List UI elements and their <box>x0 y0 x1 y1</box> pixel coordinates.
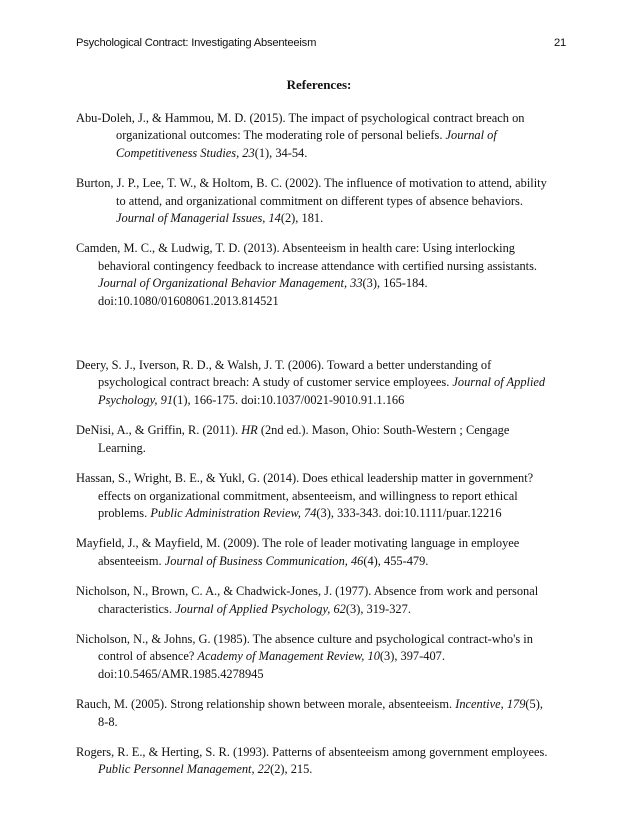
reference-tail: (4), 455-479. <box>363 553 429 568</box>
reference-source: Incentive, 179 <box>455 697 526 712</box>
reference-entry <box>76 631 556 683</box>
reference-entry <box>76 422 556 457</box>
reference-tail: (2nd ed.). Mason, Ohio: South-Western ; Cengage Learning. <box>98 423 510 455</box>
reference-entry <box>76 110 556 162</box>
reference-entry <box>76 470 556 522</box>
reference-tail: (3), 397-407. doi:10.5465/AMR.1985.4278945 <box>98 649 445 681</box>
reference-text: Abu-Doleh, J., & Hammou, M. D. (2015). The impact of psychological contract breach on organizational outcomes: The moderating role of personal beliefs. <box>76 111 525 143</box>
reference-source: Journal of Managerial Issues, 14 <box>116 211 281 226</box>
reference-entry <box>76 357 556 409</box>
reference-source: Journal of Applied Psychology, 62 <box>175 601 346 616</box>
reference-source: HR <box>241 423 258 438</box>
reference-source: Journal of Organizational Behavior Management, 33 <box>98 276 363 291</box>
reference-tail: (2), 181. <box>280 211 324 226</box>
reference-tail: (3), 165-184. doi:10.1080/01608061.2013.814521 <box>98 276 428 308</box>
reference-source: Journal of Business Communication, 46 <box>164 553 364 568</box>
reference-source: Academy of Management Review, 10 <box>197 649 380 664</box>
reference-entry <box>76 583 556 618</box>
reference-tail: (5), 8-8. <box>98 697 543 729</box>
reference-source: Public Personnel Management, 22 <box>98 762 271 777</box>
reference-entry <box>76 744 556 779</box>
reference-entry <box>76 175 556 227</box>
reference-tail: (2), 215. <box>270 762 313 777</box>
reference-text: Nicholson, N., Brown, C. A., & Chadwick-Jones, J. (1977). Absence from work and personal characteristics. <box>76 584 539 616</box>
reference-text: Hassan, S., Wright, B. E., & Yukl, G. (2014). Does ethical leadership matter in government? effects on organizational commitment, absenteeism, and willingness to report ethical problems. <box>76 471 534 520</box>
running-head-title: Psychological Contract: Investigating Absenteeism <box>76 37 317 49</box>
references-list <box>76 110 556 792</box>
reference-text: Deery, S. J., Iverson, R. D., & Walsh, J. T. (2006). Toward a better understanding of psychological contract breach: A study of customer service employees. <box>76 358 492 390</box>
reference-text: Burton, J. P., Lee, T. W., & Holtom, B. C. (2002). The influence of motivation to attend, ability to attend, and organizational commitment on different types of absence behaviors. <box>76 176 547 208</box>
reference-tail: (3), 333-343. doi:10.1111/puar.12216 <box>316 505 502 520</box>
reference-source: Journal of Competitiveness Studies, 23 <box>116 128 497 160</box>
page-number: 21 <box>553 37 566 49</box>
reference-entry <box>76 240 556 310</box>
reference-text: Mayfield, J., & Mayfield, M. (2009). The role of leader motivating language in employee absenteeism. <box>76 536 520 568</box>
reference-tail: (3), 319-327. <box>345 601 411 616</box>
reference-text: DeNisi, A., & Griffin, R. (2011). <box>76 423 242 438</box>
reference-source: Public Administration Review, 74 <box>150 505 317 520</box>
references-heading: References: <box>286 77 352 92</box>
reference-tail: (1), 34-54. <box>254 145 308 160</box>
reference-text: Camden, M. C., & Ludwig, T. D. (2013). Absenteeism in health care: Using interlocking behavioral contingency feedback to increase attendance with certified nursing assistants. <box>76 241 538 273</box>
reference-entry <box>76 696 556 731</box>
reference-source: Journal of Applied Psychology, 91 <box>98 375 546 407</box>
reference-entry <box>76 535 556 570</box>
reference-text: Rogers, R. E., & Herting, S. R. (1993). Patterns of absenteeism among government employees. <box>76 744 548 759</box>
reference-tail: (1), 166-175. doi:10.1037/0021-9010.91.1.166 <box>173 392 405 407</box>
reference-text: Nicholson, N., & Johns, G. (1985). The absence culture and psychological contract-who's in control of absence? <box>76 631 533 664</box>
reference-text: Rauch, M. (2005). Strong relationship shown between morale, absenteeism. <box>76 697 456 712</box>
